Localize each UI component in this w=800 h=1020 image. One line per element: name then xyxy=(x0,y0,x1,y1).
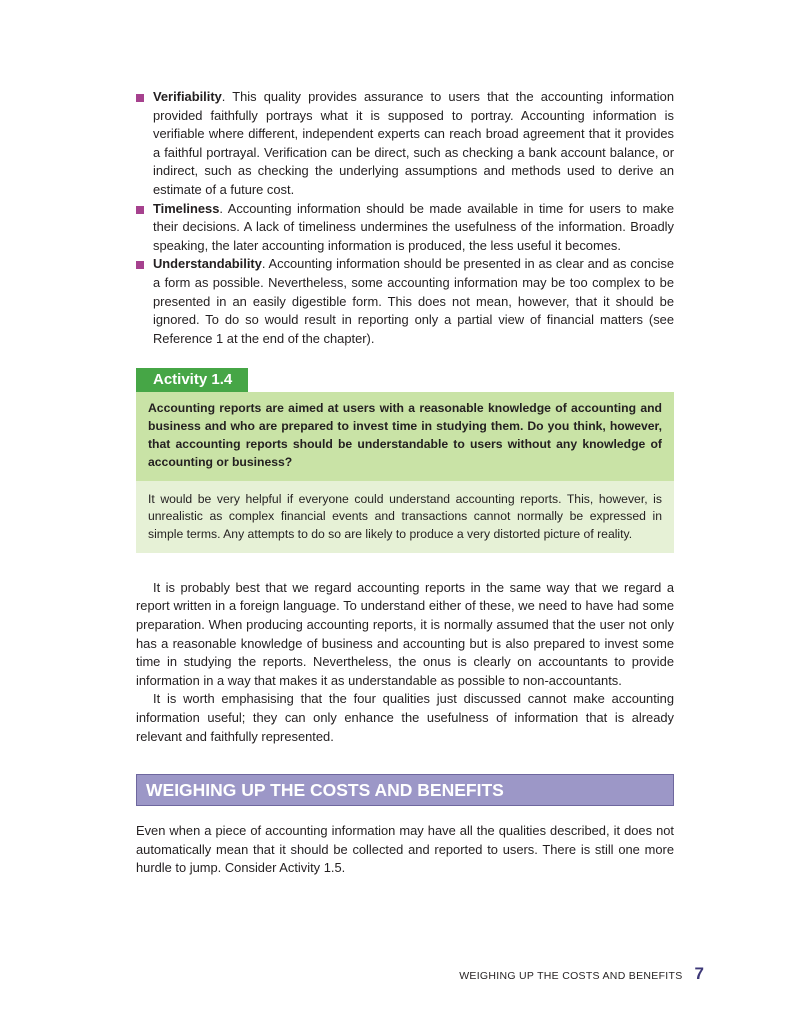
activity-box xyxy=(136,368,674,553)
bullet-text: . Accounting information should be made available in time for users to make their decisions. A lack of timeliness undermines the usefulness of the information. Broadly speaking, the later accounting information is produced, the less useful it becomes. xyxy=(153,200,674,253)
page-footer xyxy=(459,964,704,984)
activity-question: Accounting reports are aimed at users with a reasonable knowledge of accounting and business and who are prepared to invest time in studying them. Do you think, however, that accounting reports should be understandable to users without any knowledge of accounting or business? xyxy=(136,392,674,480)
list-item-verifiability xyxy=(136,88,674,200)
list-item-timeliness xyxy=(136,200,674,256)
page-content xyxy=(136,88,674,878)
bullet-text: . This quality provides assurance to users that the accounting information provided faithfully portrays what it is supposed to portray. Accounting information is verifiable where different, independent experts can reach broad agreement that it provides a faithful portrayal. Verification can be direct, such as checking a bank account balance, or indirect, such as checking the underlying assumptions and methods used to derive an estimate of a future cost. xyxy=(153,89,674,197)
body-text xyxy=(136,579,674,746)
running-head: WEIGHING UP THE COSTS AND BENEFITS xyxy=(459,970,683,982)
bullet-square-icon xyxy=(136,206,144,214)
activity-answer: It would be very helpful if everyone could understand accounting reports. This, however, is unrealistic as complex financial events and transactions cannot normally be expressed in simple terms. Any attempts to do so are likely to produce a very distorted picture of reality. xyxy=(136,481,674,553)
qualities-list xyxy=(136,88,674,348)
activity-label: Activity 1.4 xyxy=(136,368,248,392)
bullet-term: Understandability xyxy=(153,256,262,272)
section-paragraph: Even when a piece of accounting information may have all the qualities described, it does not automatically mean that it should be collected and reported to users. There is still one more hurdle to jump. Consider Activity 1.5. xyxy=(136,823,674,876)
bullet-term: Verifiability xyxy=(153,89,222,104)
paragraph: It is probably best that we regard accounting reports in the same way that we regard a report written in a foreign language. To understand either of these, we need to have had some preparation. When producing accounting reports, it is normally assumed that the user not only has a reasonable knowledge of business and accounting but is also prepared to invest some time in studying the reports. Nevertheless, the onus is clearly on accountants to provide information in a way that makes it as understandable as possible to non-accountants. xyxy=(136,579,674,688)
bullet-text: . Accounting information should be presented in as clear and as concise a form as possible. Nevertheless, some accounting information may be too complex to be presented in an easily digestible form. This does not mean, however, that it should be ignored. To do so would result in reporting only a partial view of financial matters (see Reference 1 at the end of the chapter). xyxy=(153,256,674,346)
bullet-term: Timeliness xyxy=(153,200,220,216)
bullet-square-icon xyxy=(136,94,144,102)
page-number: 7 xyxy=(694,964,704,983)
list-item-understandability xyxy=(136,255,674,348)
section-heading: WEIGHING UP THE COSTS AND BENEFITS xyxy=(136,774,674,806)
paragraph: It is worth emphasising that the four qualities just discussed cannot make accounting information useful; they can only enhance the usefulness of information that is already relevant and faithfully represented. xyxy=(136,691,674,744)
bullet-square-icon xyxy=(136,261,144,269)
